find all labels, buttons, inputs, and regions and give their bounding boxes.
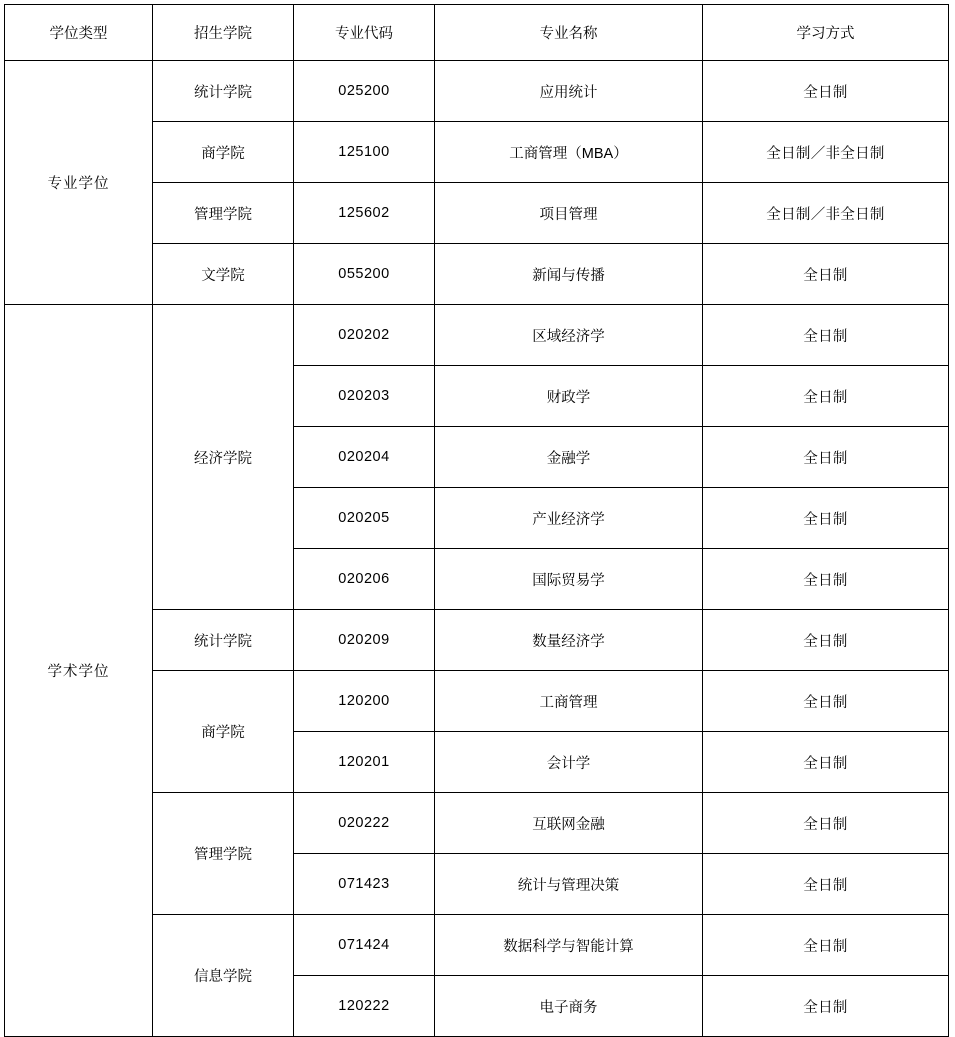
study-mode-cell: 全日制 [703,366,949,427]
major-name-cell: 应用统计 [435,61,703,122]
major-name-cell: 金融学 [435,427,703,488]
major-name-cell: 国际贸易学 [435,549,703,610]
column-header-study-mode: 学习方式 [703,5,949,61]
study-mode-cell: 全日制 [703,305,949,366]
major-name-cell: 项目管理 [435,183,703,244]
major-code-cell: 020222 [294,793,435,854]
column-header-major-code: 专业代码 [294,5,435,61]
major-code-cell: 125602 [294,183,435,244]
study-mode-cell: 全日制 [703,427,949,488]
major-name-cell: 工商管理 [435,671,703,732]
major-name-cell: 产业经济学 [435,488,703,549]
column-header-degree-type: 学位类型 [5,5,153,61]
study-mode-cell: 全日制 [703,488,949,549]
study-mode-cell: 全日制／非全日制 [703,183,949,244]
study-mode-cell: 全日制 [703,915,949,976]
school-cell: 管理学院 [153,183,294,244]
degree-type-cell: 专业学位 [5,61,153,305]
major-code-cell: 020206 [294,549,435,610]
degree-type-cell: 学术学位 [5,305,153,1037]
study-mode-cell: 全日制 [703,854,949,915]
major-name-cell: 工商管理（MBA） [435,122,703,183]
school-cell: 商学院 [153,671,294,793]
study-mode-cell: 全日制 [703,61,949,122]
major-code-cell: 125100 [294,122,435,183]
table-row [5,305,949,366]
table-header [5,5,949,61]
major-name-cell: 财政学 [435,366,703,427]
major-code-cell: 020205 [294,488,435,549]
major-name-cell: 数量经济学 [435,610,703,671]
table-body [5,61,949,1037]
major-code-cell: 120201 [294,732,435,793]
study-mode-cell: 全日制 [703,549,949,610]
major-code-cell: 025200 [294,61,435,122]
study-mode-cell: 全日制 [703,610,949,671]
major-code-cell: 020204 [294,427,435,488]
study-mode-cell: 全日制 [703,976,949,1037]
column-header-major-name: 专业名称 [435,5,703,61]
study-mode-cell: 全日制／非全日制 [703,122,949,183]
table-header-row [5,5,949,61]
admission-majors-table [4,4,949,1037]
major-code-cell: 071424 [294,915,435,976]
major-code-cell: 120200 [294,671,435,732]
major-name-cell: 会计学 [435,732,703,793]
major-code-cell: 020203 [294,366,435,427]
major-name-cell: 统计与管理决策 [435,854,703,915]
school-cell: 信息学院 [153,915,294,1037]
column-header-school: 招生学院 [153,5,294,61]
school-cell: 统计学院 [153,610,294,671]
major-code-cell: 071423 [294,854,435,915]
major-name-cell: 数据科学与智能计算 [435,915,703,976]
major-name-cell: 电子商务 [435,976,703,1037]
major-code-cell: 055200 [294,244,435,305]
school-cell: 文学院 [153,244,294,305]
major-name-cell: 新闻与传播 [435,244,703,305]
major-name-cell: 互联网金融 [435,793,703,854]
study-mode-cell: 全日制 [703,671,949,732]
study-mode-cell: 全日制 [703,732,949,793]
school-cell: 商学院 [153,122,294,183]
school-cell: 经济学院 [153,305,294,610]
table-row [5,61,949,122]
major-code-cell: 020209 [294,610,435,671]
major-name-cell: 区域经济学 [435,305,703,366]
school-cell: 管理学院 [153,793,294,915]
school-cell: 统计学院 [153,61,294,122]
major-code-cell: 020202 [294,305,435,366]
major-code-cell: 120222 [294,976,435,1037]
study-mode-cell: 全日制 [703,793,949,854]
study-mode-cell: 全日制 [703,244,949,305]
